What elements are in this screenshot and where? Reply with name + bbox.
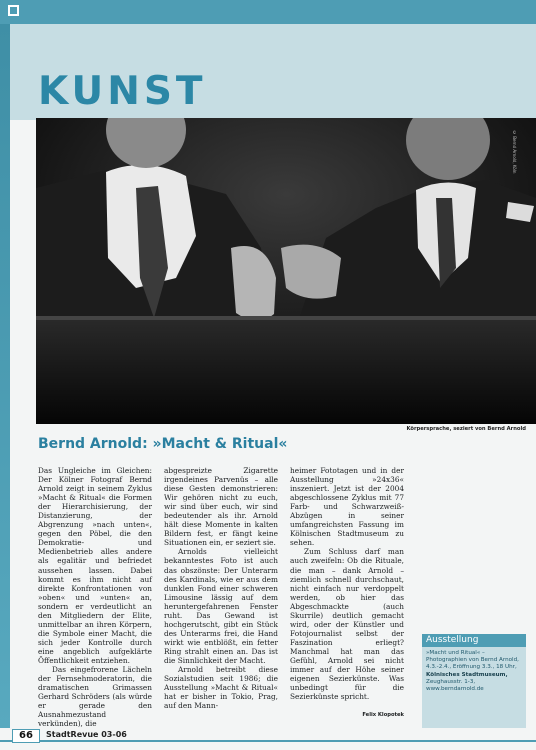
- section-title: KUNST: [38, 69, 207, 114]
- paragraph: Das eingefrorene Lächeln der Fernsehmoderatorin, die dramatischen Grimassen Gerhard Schröders (als würde er gerade den Ausnahmezustand verkünden), die: [38, 665, 152, 729]
- paragraph: heimer Fototagen und in der Ausstellung »24x36« inszeniert. Jetzt ist der 2004 abgeschlossene Zyklus mit 77 Farb- und Schwarzweiß-Abzügen in seiner umfangreichsten Fassung im Kölnischen Stadtmuseum zu sehen.: [290, 466, 404, 548]
- page-number: 66: [12, 729, 40, 743]
- left-accent-bar: [0, 24, 10, 728]
- photo-credit: © Bernd Arnold, Köln: [512, 130, 517, 174]
- article-column-3: [290, 466, 404, 720]
- article-column-2: [164, 466, 278, 710]
- paragraph: abgespreizte Zigarette irgendeines Parvenüs – alle diese Gesten demonstrieren: Wir gehören nicht zu euch, wir sind über euch, wir sind bedeutender als ihr. Arnold hält diese Momente in kalten Bildern fest, er fängt keine Situationen ein, er seziert sie.: [164, 466, 278, 548]
- publication-name: StadtRevue 03-06: [46, 730, 127, 739]
- photo-image: [36, 118, 536, 424]
- article-column-1: [38, 466, 152, 728]
- author-name: Felix Klopotek: [362, 712, 404, 719]
- info-address: Zeughausstr. 1-3, www.berndarnold.de: [426, 678, 484, 693]
- article-title: Bernd Arnold: »Macht & Ritual«: [38, 436, 288, 452]
- info-venue: Kölnisches Stadtmuseum,: [426, 671, 508, 678]
- paragraph: Arnolds vielleicht bekanntestes Foto ist auch das obszönste: Der Unterarm des Kardinals, wie er aus dem dunklen Fond einer schweren Limousine lässig auf dem heruntergefahrenen Fenster ruht. Das Gewand ist hochgerutscht, gibt ein Stück des Unterarms frei, die Hand wirkt wie entblößt, ein fetter Ring strahlt einen an. Das ist die Sinnlichkeit der Macht.: [164, 547, 278, 665]
- info-box-text: [426, 650, 522, 693]
- photo-caption: Körpersprache, seziert von Bernd Arnold: [406, 426, 526, 432]
- paragraph: Arnold betreibt diese Sozialstudien seit 1986; die Ausstellung »Macht & Ritual« hat er bisher in Tokio, Prag, auf den Mann-: [164, 665, 278, 711]
- top-strip: [0, 0, 536, 24]
- info-box-title: Ausstellung: [422, 634, 526, 647]
- photograph: [36, 118, 536, 424]
- square-icon: [8, 5, 19, 16]
- footer-line: [0, 740, 536, 742]
- info-text: »Macht und Ritual« – Photographien von Bernd Arnold, 4.3.-2.4., Eröffnung 3.3., 18 Uhr,: [426, 650, 519, 671]
- paragraph: Das Ungleiche im Gleichen: Der Kölner Fotograf Bernd Arnold zeigt in seinem Zyklus »Macht & Ritual« die Formen der Hierarchisierung, der Distanzierung, der Abgrenzung »nach unten«, gegen den Pöbel, die den Demokratie- und Medienbetrieb alles andere als egalitär und befriedet aussehen lassen. Dabei kommt es ihm nicht auf direkte Konfrontationen von »oben« und »unten« an, sondern er verdeutlicht an den Mitgliedern der Elite, unmittelbar an ihren Körpern, die Symbole einer Macht, die sich jeder Kontrolle durch eine angeblich aufgeklärte Öffentlichkeit entziehen.: [38, 466, 152, 665]
- exhibition-info-box: [422, 634, 526, 728]
- paragraph: Zum Schluss darf man auch zweifeln: Ob die Rituale, die man – dank Arnold – ziemlich schnell durchschaut, nicht einfach nur verdoppelt werden, ob hier das Abgeschmackte (auch Skurrile) deutlich gemacht wird, oder der Künstler und Fotojournalist selbst der Faszination erliegt? Manchmal hat man das Gefühl, Arnold sei nicht immer auf der Höhe seiner eigenen Sezierkünste. Was unbedingt für die Sezierkünste spricht.: [290, 547, 404, 702]
